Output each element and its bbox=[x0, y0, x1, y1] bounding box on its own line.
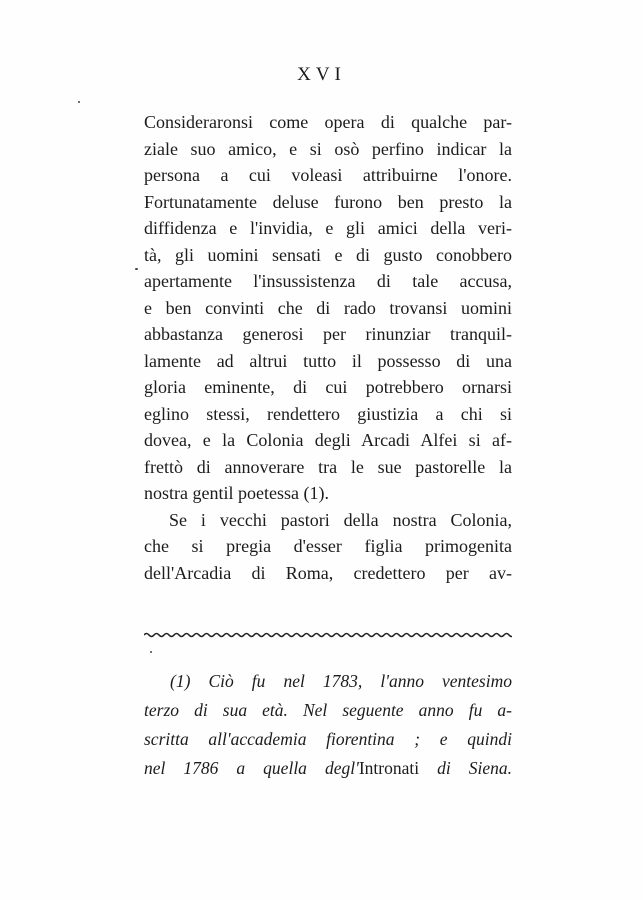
text-line: diffidenza e l'invidia, e gli amici della veri- bbox=[144, 218, 512, 238]
text-line: e ben convinti che di rado trovansi uomini bbox=[144, 297, 512, 318]
text-line: ziale suo amico, e si osò perfino indicar la bbox=[144, 138, 512, 159]
footnote-line: scritta all'accademia fiorentina ; e quindi bbox=[144, 729, 512, 749]
text-line: persona a cui voleasi attribuirne l'onore. bbox=[144, 165, 512, 185]
text-line: Consideraronsi come opera di qualche par- bbox=[144, 112, 512, 132]
text-line: abbastanza generosi per rinunziar tranquil- bbox=[144, 324, 512, 344]
ornamental-rule bbox=[144, 629, 512, 641]
footnote-text: di Siena. bbox=[419, 758, 512, 778]
text-line: lamente ad altrui tutto il possesso di una bbox=[144, 350, 512, 371]
footnote-line: terzo di sua età. Nel seguente anno fu a- bbox=[144, 700, 512, 720]
footnote bbox=[144, 667, 512, 783]
footnote-line: (1) Ciò fu nel 1783, l'anno ventesimo bbox=[170, 671, 512, 691]
text-line: tà, gli uomini sensati e di gusto conobbero bbox=[144, 244, 512, 265]
paper-speck bbox=[150, 651, 152, 653]
text-line: eglino stessi, rendettero giustizia a chi si bbox=[144, 403, 512, 424]
text-line: frettò di annoverare tra le sue pastorelle la bbox=[144, 456, 512, 477]
text-line: Se i vecchi pastori della nostra Colonia, bbox=[169, 509, 512, 530]
text-line: apertamente l'insussistenza di tale accusa, bbox=[144, 271, 512, 291]
paper-speck bbox=[78, 101, 80, 103]
text-line: che si pregia d'esser figlia primogenita bbox=[144, 536, 512, 556]
text-line: Fortunatamente deluse furono ben presto la bbox=[144, 191, 512, 212]
paper-speck bbox=[135, 268, 138, 270]
footnote-line bbox=[144, 754, 512, 783]
text-line: nostra gentil poetessa (1). bbox=[144, 483, 329, 503]
text-line: dell'Arcadia di Roma, credettero per av- bbox=[144, 562, 512, 583]
main-text bbox=[144, 109, 512, 586]
footnote-text-roman: Intronati bbox=[358, 758, 420, 778]
page-number: XVI bbox=[297, 64, 346, 85]
text-line: gloria eminente, di cui potrebbero ornarsi bbox=[144, 377, 512, 397]
text-line: dovea, e la Colonia degli Arcadi Alfei si af- bbox=[144, 430, 512, 450]
footnote-text: nel 1786 a quella degl' bbox=[144, 758, 359, 778]
